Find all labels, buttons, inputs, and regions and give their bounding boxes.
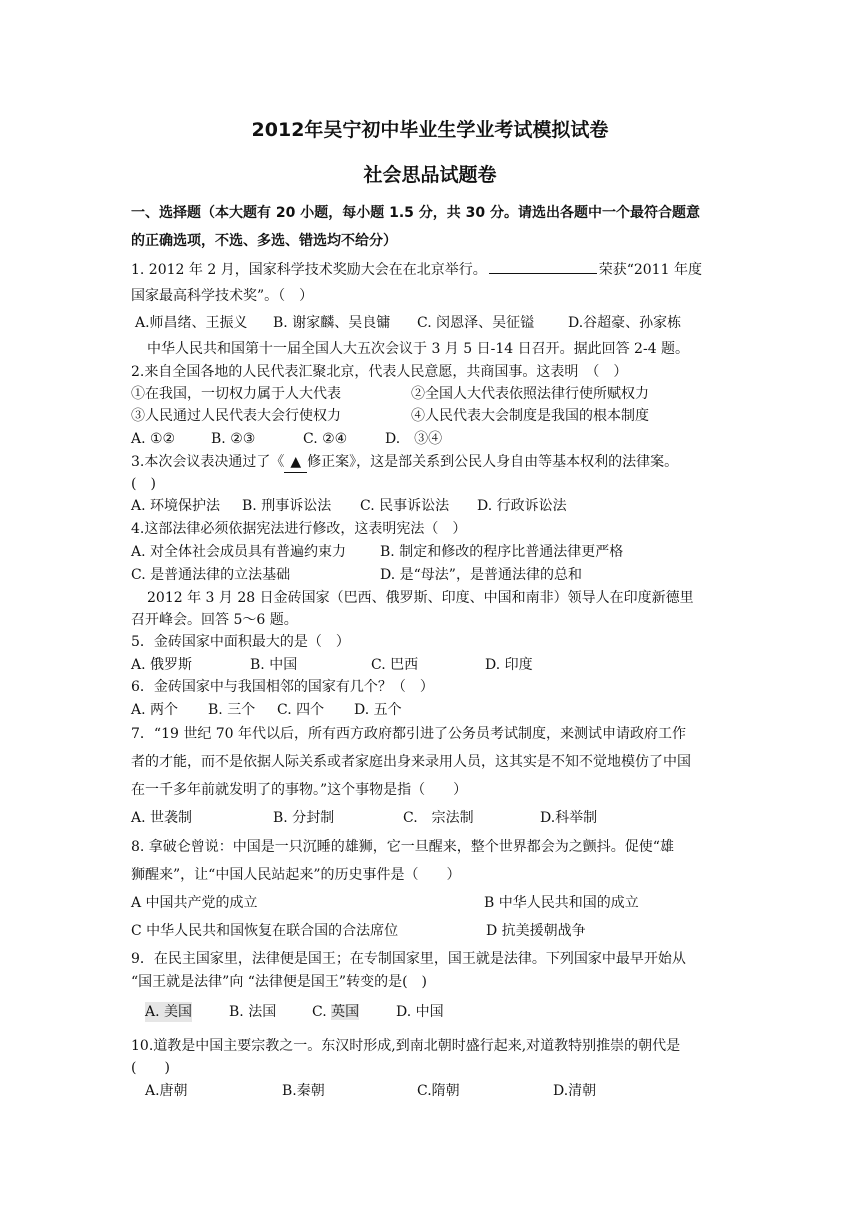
q2-stem: 2.来自全国各地的人民代表汇聚北京，代表人民意愿，共商国事。这表明 （ ） xyxy=(131,364,628,380)
q3-option-d: D. 行政诉讼法 xyxy=(477,498,567,514)
q3-stem-b: 修正案》，这是部关系到公民人身自由等基本权利的法律案。 xyxy=(307,454,679,470)
q8-option-d: D 抗美援朝战争 xyxy=(486,923,586,939)
q5-option-a: A. 俄罗斯 xyxy=(131,657,193,673)
q3-answer-blank: ▲ xyxy=(284,452,307,473)
section-heading-line1: 一、选择题（本大题有 20 小题，每小题 1.5 分，共 30 分。请选出各题中一个最符合题意 xyxy=(131,205,701,221)
q2-option-c: C. ②④ xyxy=(303,431,348,447)
q10-line2: ( ) xyxy=(131,1060,170,1076)
q2-option-b: B. ②③ xyxy=(211,431,256,447)
q3-option-a: A. 环境保护法 xyxy=(131,498,221,514)
q5-option-d: D. 印度 xyxy=(485,657,533,673)
q10-option-b: B.秦朝 xyxy=(282,1083,325,1099)
q8-option-c: C 中华人民共和国恢复在联合国的合法席位 xyxy=(131,923,399,939)
exam-title: 2012年吴宁初中毕业生学业考试模拟试卷 xyxy=(251,119,609,141)
q9-line1: 9．在民主国家里，法律便是国王；在专制国家里，国王就是法律。下列国家中最早开始从 xyxy=(131,951,686,967)
q9-option-c-prefix: C. xyxy=(312,1004,327,1020)
q9-option-c xyxy=(312,1002,359,1022)
q10-option-c: C.隋朝 xyxy=(417,1083,460,1099)
q1-answer-blank xyxy=(489,259,597,274)
q1-option-b: B. 谢家麟、吴良镛 xyxy=(273,315,391,331)
intro-brics-line2: 召开峰会。回答 5～6 题。 xyxy=(131,612,298,628)
q7-option-b: B. 分封制 xyxy=(273,810,335,826)
q1-stem-b: 荣获“2011 年度 xyxy=(598,262,702,278)
q4-option-b: B. 制定和修改的程序比普通法律更严格 xyxy=(380,544,624,560)
q3-option-c: C. 民事诉讼法 xyxy=(360,498,450,514)
q7-line2: 者的才能，而不是依据人际关系或者家庭出身来录用人员，这其实是不知不觉地模仿了中国 xyxy=(131,754,691,770)
q3-stem-a: 3.本次会议表决通过了《 xyxy=(131,454,285,470)
intro-npc-session: 中华人民共和国第十一届全国人大五次会议于 3 月 5 日-14 日召开。据此回答 2-4 题。 xyxy=(147,341,690,357)
q2-statement-1: ①在我国，一切权力属于人大代表 xyxy=(131,386,341,402)
q10-line1: 10.道教是中国主要宗教之一。东汉时形成,到南北朝时盛行起来,对道教特别推崇的朝代是 xyxy=(131,1038,681,1054)
q3-stem xyxy=(131,452,678,473)
q2-option-d: D. ③④ xyxy=(385,431,443,447)
q1-stem-a: 1. 2012 年 2 月，国家科学技术奖励大会在在北京举行。 xyxy=(131,262,487,278)
q1-option-c: C. 闵恩泽、吴征镒 xyxy=(417,315,535,331)
q10-option-a: A.唐朝 xyxy=(145,1083,188,1099)
q1-option-a: A.师昌绪、王振义 xyxy=(135,315,248,331)
q6-option-b: B. 三个 xyxy=(208,702,256,718)
exam-subtitle: 社会思品试题卷 xyxy=(363,164,497,186)
q3-stem-cont: ( ) xyxy=(131,476,156,492)
q2-statement-2: ②全国人大代表依照法律行使所赋权力 xyxy=(411,386,649,402)
q1-option-d: D.谷超豪、孙家栋 xyxy=(568,315,682,331)
q9-line2: “国王就是法律”向 “法律便是国王”转变的是( ) xyxy=(131,974,428,990)
q9-option-d: D. 中国 xyxy=(396,1004,444,1020)
q5-option-c: C. 巴西 xyxy=(371,657,419,673)
q7-option-a: A. 世袭制 xyxy=(131,810,193,826)
q1-stem-cont: 国家最高科学技术奖”。（ ） xyxy=(131,288,314,304)
q2-option-a: A. ①② xyxy=(131,431,176,447)
section-heading-line2: 的正确选项，不选、多选、错选均不给分） xyxy=(131,233,397,249)
q2-statement-3: ③人民通过人民代表大会行使权力 xyxy=(131,408,341,424)
q1-stem xyxy=(131,259,702,280)
q3-option-b: B. 刑事诉讼法 xyxy=(242,498,332,514)
q8-option-b: B 中华人民共和国的成立 xyxy=(484,895,639,911)
q7-option-c: C. 宗法制 xyxy=(403,810,474,826)
q5-stem: 5．金砖国家中面积最大的是（ ） xyxy=(131,634,350,650)
q4-option-c: C. 是普通法律的立法基础 xyxy=(131,567,291,583)
q8-option-a: A 中国共产党的成立 xyxy=(131,895,258,911)
q8-line1: 8. 拿破仑曾说：中国是一只沉睡的雄狮，它一旦醒来，整个世界都会为之颤抖。促使“雄 xyxy=(131,839,674,855)
q5-option-b: B. 中国 xyxy=(250,657,298,673)
q6-option-c: C. 四个 xyxy=(277,702,325,718)
q6-stem: 6．金砖国家中与我国相邻的国家有几个？（ ） xyxy=(131,679,434,695)
q9-option-b: B. 法国 xyxy=(229,1004,277,1020)
q8-line2: 狮醒来”，让“中国人民站起来”的历史事件是（ ） xyxy=(131,867,461,883)
q9-option-c-word: 英国 xyxy=(331,1004,360,1020)
q2-statement-4: ④人民代表大会制度是我国的根本制度 xyxy=(411,408,649,424)
q6-option-d: D. 五个 xyxy=(354,702,402,718)
q9-option-a: A. 美国 xyxy=(145,1004,193,1020)
q4-stem: 4.这部法律必须依据宪法进行修改，这表明宪法（ ） xyxy=(131,521,467,537)
q4-option-d: D. 是“母法”，是普通法律的总和 xyxy=(380,567,582,583)
q4-option-a: A. 对全体社会成员具有普遍约束力 xyxy=(131,544,347,560)
q7-line1: 7．“19 世纪 70 年代以后，所有西方政府都引进了公务员考试制度，来测试申请政府工作 xyxy=(131,726,687,742)
q10-option-d: D.清朝 xyxy=(553,1083,597,1099)
q7-option-d: D.科举制 xyxy=(540,810,598,826)
q6-option-a: A. 两个 xyxy=(131,702,179,718)
intro-brics-line1: 2012 年 3 月 28 日金砖国家（巴西、俄罗斯、印度、中国和南非）领导人在印度新德里 xyxy=(147,590,694,606)
q7-line3: 在一千多年前就发明了的事物。”这个事物是指（ ） xyxy=(131,782,468,798)
